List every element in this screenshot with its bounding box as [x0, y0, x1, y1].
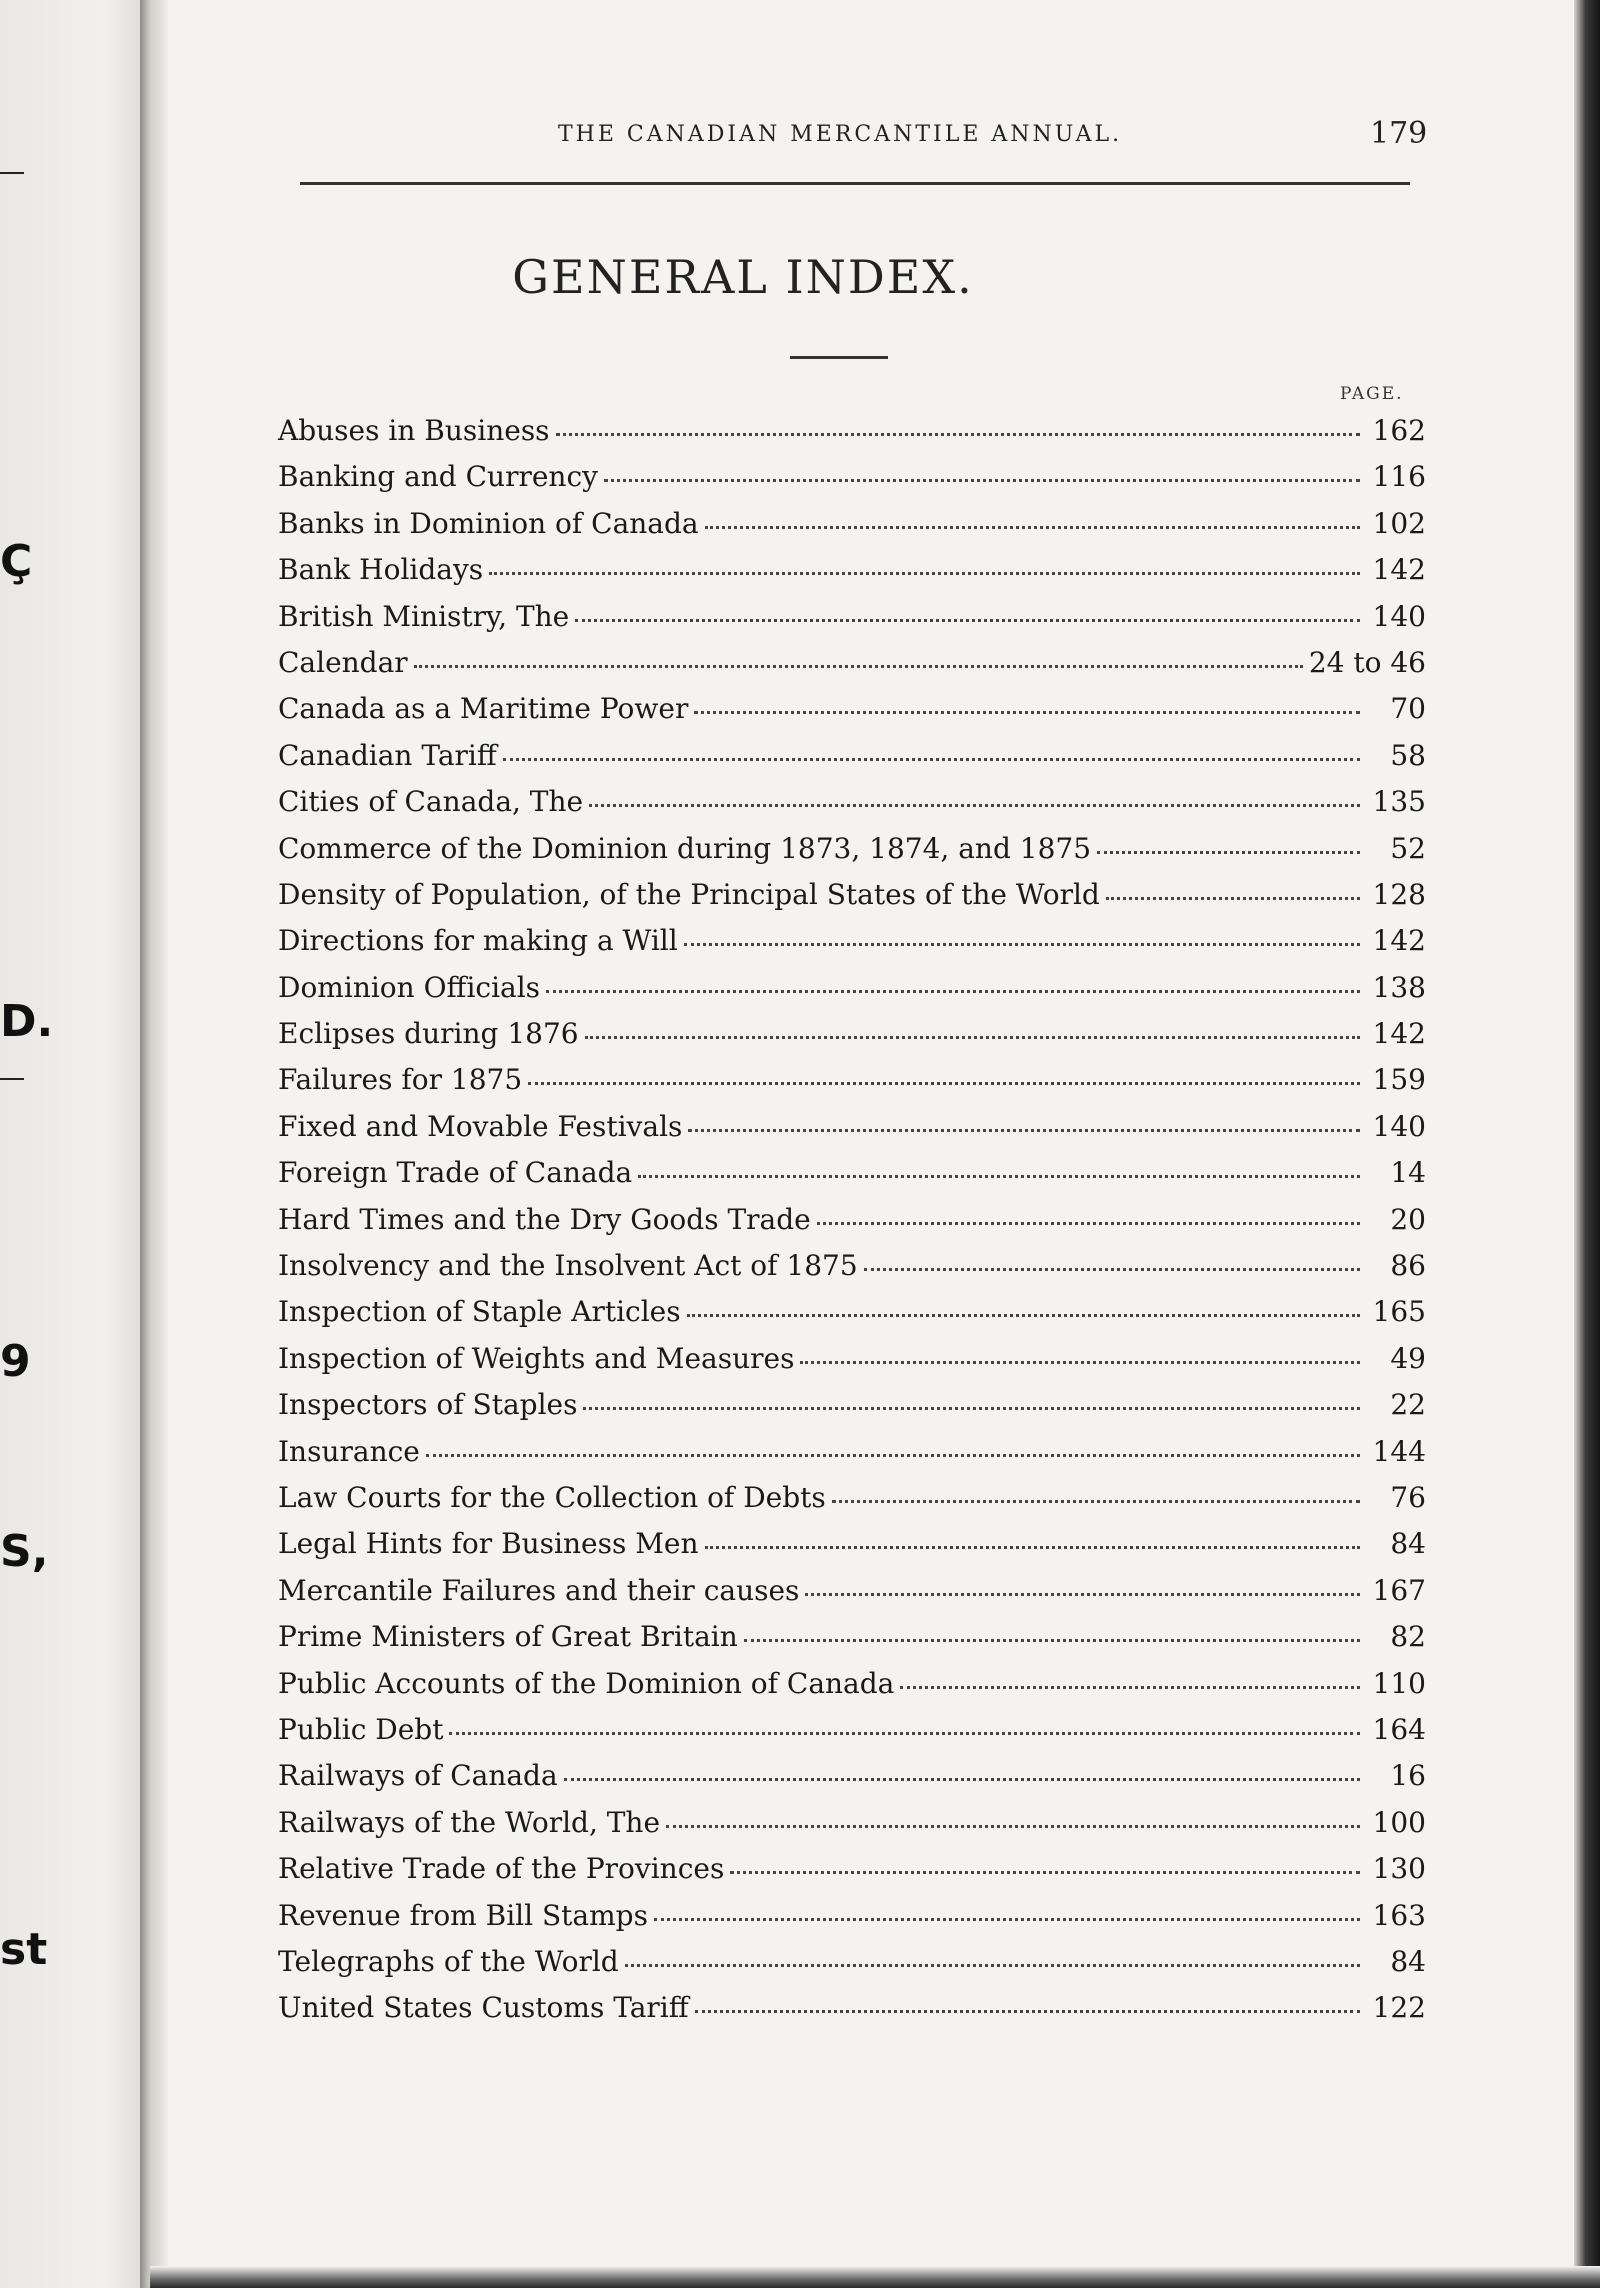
- entry-topic: Directions for making a Will: [278, 924, 678, 958]
- entry-page-number: 86: [1390, 1249, 1426, 1283]
- dot-leader: [684, 924, 1360, 947]
- entry-topic: Canada as a Maritime Power: [278, 692, 689, 726]
- entry-page-number: 116: [1372, 460, 1426, 494]
- entry-topic: Canadian Tariff: [278, 738, 497, 772]
- entry-page-number: 167: [1372, 1573, 1426, 1607]
- index-entry: [278, 1203, 1426, 1249]
- entry-page-number: 163: [1372, 1898, 1426, 1932]
- entry-page-number: 20: [1390, 1202, 1426, 1236]
- index-entry: [278, 832, 1426, 878]
- entry-page-number: 58: [1390, 738, 1426, 772]
- entry-page-number: 122: [1372, 1991, 1426, 2025]
- entry-page-number: 110: [1372, 1666, 1426, 1700]
- dot-leader: [528, 1063, 1360, 1086]
- page-number: 179: [1370, 116, 1428, 151]
- entry-topic: Failures for 1875: [278, 1063, 523, 1097]
- dot-leader: [583, 1388, 1360, 1411]
- entry-page-number: 82: [1390, 1620, 1426, 1654]
- entry-topic: Calendar: [278, 645, 408, 679]
- dot-leader: [414, 645, 1303, 668]
- index-entry: [278, 1759, 1426, 1805]
- entry-page-number: 162: [1372, 414, 1426, 447]
- entry-page-number: 84: [1390, 1944, 1426, 1978]
- entry-topic: Commerce of the Dominion during 1873, 1874, and 1875: [278, 831, 1092, 865]
- index-entry: [278, 600, 1426, 646]
- dot-leader: [604, 460, 1360, 483]
- entry-topic: Legal Hints for Business Men: [278, 1527, 699, 1561]
- index-entry: [278, 1156, 1426, 1202]
- entry-topic: Fixed and Movable Festivals: [278, 1109, 683, 1143]
- index-entry: [278, 460, 1426, 506]
- entry-page-number: 24 to 46: [1308, 645, 1426, 679]
- entry-topic: Railways of the World, The: [278, 1805, 661, 1839]
- facing-page-strip: [0, 0, 150, 2288]
- entry-page-number: 100: [1372, 1805, 1426, 1839]
- entry-topic: Revenue from Bill Stamps: [278, 1898, 648, 1932]
- dot-leader: [900, 1666, 1360, 1689]
- entry-page-number: 159: [1372, 1063, 1426, 1097]
- entry-page-number: 130: [1372, 1852, 1426, 1886]
- entry-topic: Insolvency and the Insolvent Act of 1875: [278, 1249, 858, 1283]
- entry-topic: Public Accounts of the Dominion of Canada: [278, 1666, 895, 1700]
- entry-topic: Density of Population, of the Principal States of the World: [278, 877, 1100, 911]
- entry-topic: Cities of Canada, The: [278, 785, 584, 819]
- title-rule: [790, 356, 888, 359]
- book-spine: [140, 0, 168, 2288]
- entry-page-number: 140: [1372, 1109, 1426, 1143]
- page-column-label: PAGE.: [1340, 384, 1404, 404]
- entry-topic: Relative Trade of the Provinces: [278, 1852, 725, 1886]
- entry-page-number: 142: [1372, 1017, 1426, 1051]
- index-entry: [278, 971, 1426, 1017]
- entry-page-number: 84: [1390, 1527, 1426, 1561]
- entry-page-number: 102: [1372, 506, 1426, 540]
- entry-page-number: 144: [1372, 1434, 1426, 1468]
- dot-leader: [800, 1341, 1360, 1364]
- index-entry: [278, 924, 1426, 970]
- index-entry: [278, 507, 1426, 553]
- index-page: [168, 0, 1574, 2266]
- index-entry: [278, 1342, 1426, 1388]
- dot-leader: [730, 1852, 1360, 1875]
- index-entry: [278, 1388, 1426, 1434]
- index-entry: [278, 1806, 1426, 1852]
- dot-leader: [744, 1620, 1360, 1643]
- entry-page-number: 140: [1372, 599, 1426, 633]
- dot-leader: [705, 506, 1360, 529]
- entry-page-number: 16: [1390, 1759, 1426, 1793]
- index-entry: [278, 785, 1426, 831]
- dot-leader: [654, 1898, 1360, 1921]
- dot-leader: [575, 599, 1360, 622]
- facing-page-fragment: S,: [0, 1526, 49, 1577]
- index-title: GENERAL INDEX.: [512, 250, 974, 304]
- entry-page-number: 164: [1372, 1712, 1426, 1746]
- entry-topic: Inspectors of Staples: [278, 1388, 578, 1422]
- dot-leader: [556, 413, 1360, 436]
- dot-leader: [705, 1527, 1360, 1550]
- dot-leader: [585, 1016, 1360, 1039]
- dot-leader: [817, 1202, 1360, 1225]
- entry-topic: Foreign Trade of Canada: [278, 1156, 633, 1190]
- entry-topic: Banking and Currency: [278, 460, 598, 494]
- dot-leader: [489, 553, 1360, 576]
- header-rule: [300, 182, 1410, 185]
- index-entry: [278, 1110, 1426, 1156]
- index-entry: [278, 692, 1426, 738]
- entry-page-number: 135: [1372, 785, 1426, 819]
- entry-page-number: 138: [1372, 970, 1426, 1004]
- dot-leader: [688, 1109, 1360, 1132]
- facing-page-rule: [0, 172, 24, 174]
- entry-topic: Dominion Officials: [278, 970, 541, 1004]
- entry-topic: Banks in Dominion of Canada: [278, 506, 699, 540]
- entry-topic: Inspection of Weights and Measures: [278, 1341, 795, 1375]
- entry-page-number: 49: [1390, 1341, 1426, 1375]
- entry-topic: Hard Times and the Dry Goods Trade: [278, 1202, 811, 1236]
- dot-leader: [589, 785, 1360, 808]
- entry-page-number: 70: [1390, 692, 1426, 726]
- entry-page-number: 76: [1390, 1480, 1426, 1514]
- index-entry: [278, 553, 1426, 599]
- dot-leader: [449, 1712, 1360, 1735]
- dot-leader: [1106, 877, 1360, 900]
- entry-topic: Railways of Canada: [278, 1759, 558, 1793]
- index-entry: [278, 1063, 1426, 1109]
- index-entry: [278, 1620, 1426, 1666]
- dot-leader: [694, 692, 1360, 715]
- index-entry: [278, 1017, 1426, 1063]
- index-entry: [278, 1295, 1426, 1341]
- entry-topic: Insurance: [278, 1434, 420, 1468]
- dot-leader: [1097, 831, 1360, 854]
- facing-page-fragment: D.: [0, 996, 54, 1047]
- entry-topic: Eclipses during 1876: [278, 1017, 579, 1051]
- dot-leader: [864, 1248, 1360, 1271]
- index-entry: [278, 1945, 1426, 1991]
- index-entry: [278, 1899, 1426, 1945]
- entry-topic: Bank Holidays: [278, 553, 484, 587]
- entry-topic: Inspection of Staple Articles: [278, 1295, 681, 1329]
- entry-page-number: 128: [1372, 877, 1426, 911]
- running-head: THE CANADIAN MERCANTILE ANNUAL.: [558, 122, 1123, 147]
- dot-leader: [564, 1759, 1360, 1782]
- entry-topic: United States Customs Tariff: [278, 1991, 689, 2025]
- dot-leader: [666, 1805, 1360, 1828]
- facing-page-fragment: Ç: [0, 536, 33, 587]
- index-entry: [278, 646, 1426, 692]
- dot-leader: [503, 738, 1360, 761]
- index-entry: [278, 1481, 1426, 1527]
- index-entries: [278, 414, 1426, 2038]
- dot-leader: [805, 1573, 1360, 1596]
- page-edge-right: [1574, 0, 1600, 2288]
- entry-topic: Law Courts for the Collection of Debts: [278, 1480, 826, 1514]
- entry-topic: Prime Ministers of Great Britain: [278, 1620, 738, 1654]
- index-entry: [278, 1249, 1426, 1295]
- page-edge-bottom: [150, 2266, 1600, 2288]
- dot-leader: [625, 1944, 1360, 1967]
- entry-page-number: 165: [1372, 1295, 1426, 1329]
- index-entry: [278, 1435, 1426, 1481]
- dot-leader: [638, 1156, 1360, 1179]
- entry-topic: Telegraphs of the World: [278, 1944, 619, 1978]
- dot-leader: [546, 970, 1360, 993]
- index-entry: [278, 1713, 1426, 1759]
- index-entry: [278, 1667, 1426, 1713]
- index-entry: [278, 878, 1426, 924]
- entry-topic: Abuses in Business: [278, 414, 550, 447]
- entry-topic: Public Debt: [278, 1712, 444, 1746]
- index-entry: [278, 414, 1426, 460]
- facing-page-fragment: 9: [0, 1336, 31, 1387]
- dot-leader: [832, 1480, 1360, 1503]
- dot-leader: [695, 1991, 1360, 2014]
- facing-page-rule: [0, 1078, 24, 1080]
- index-entry: [278, 1852, 1426, 1898]
- entry-page-number: 52: [1390, 831, 1426, 865]
- facing-page-fragment: st: [0, 1924, 48, 1975]
- entry-page-number: 142: [1372, 924, 1426, 958]
- entry-page-number: 22: [1390, 1388, 1426, 1422]
- index-entry: [278, 739, 1426, 785]
- index-entry: [278, 1574, 1426, 1620]
- index-entry: [278, 1991, 1426, 2037]
- dot-leader: [687, 1295, 1360, 1318]
- entry-page-number: 14: [1390, 1156, 1426, 1190]
- entry-topic: British Ministry, The: [278, 599, 570, 633]
- dot-leader: [426, 1434, 1360, 1457]
- entry-topic: Mercantile Failures and their causes: [278, 1573, 800, 1607]
- index-entry: [278, 1527, 1426, 1573]
- entry-page-number: 142: [1372, 553, 1426, 587]
